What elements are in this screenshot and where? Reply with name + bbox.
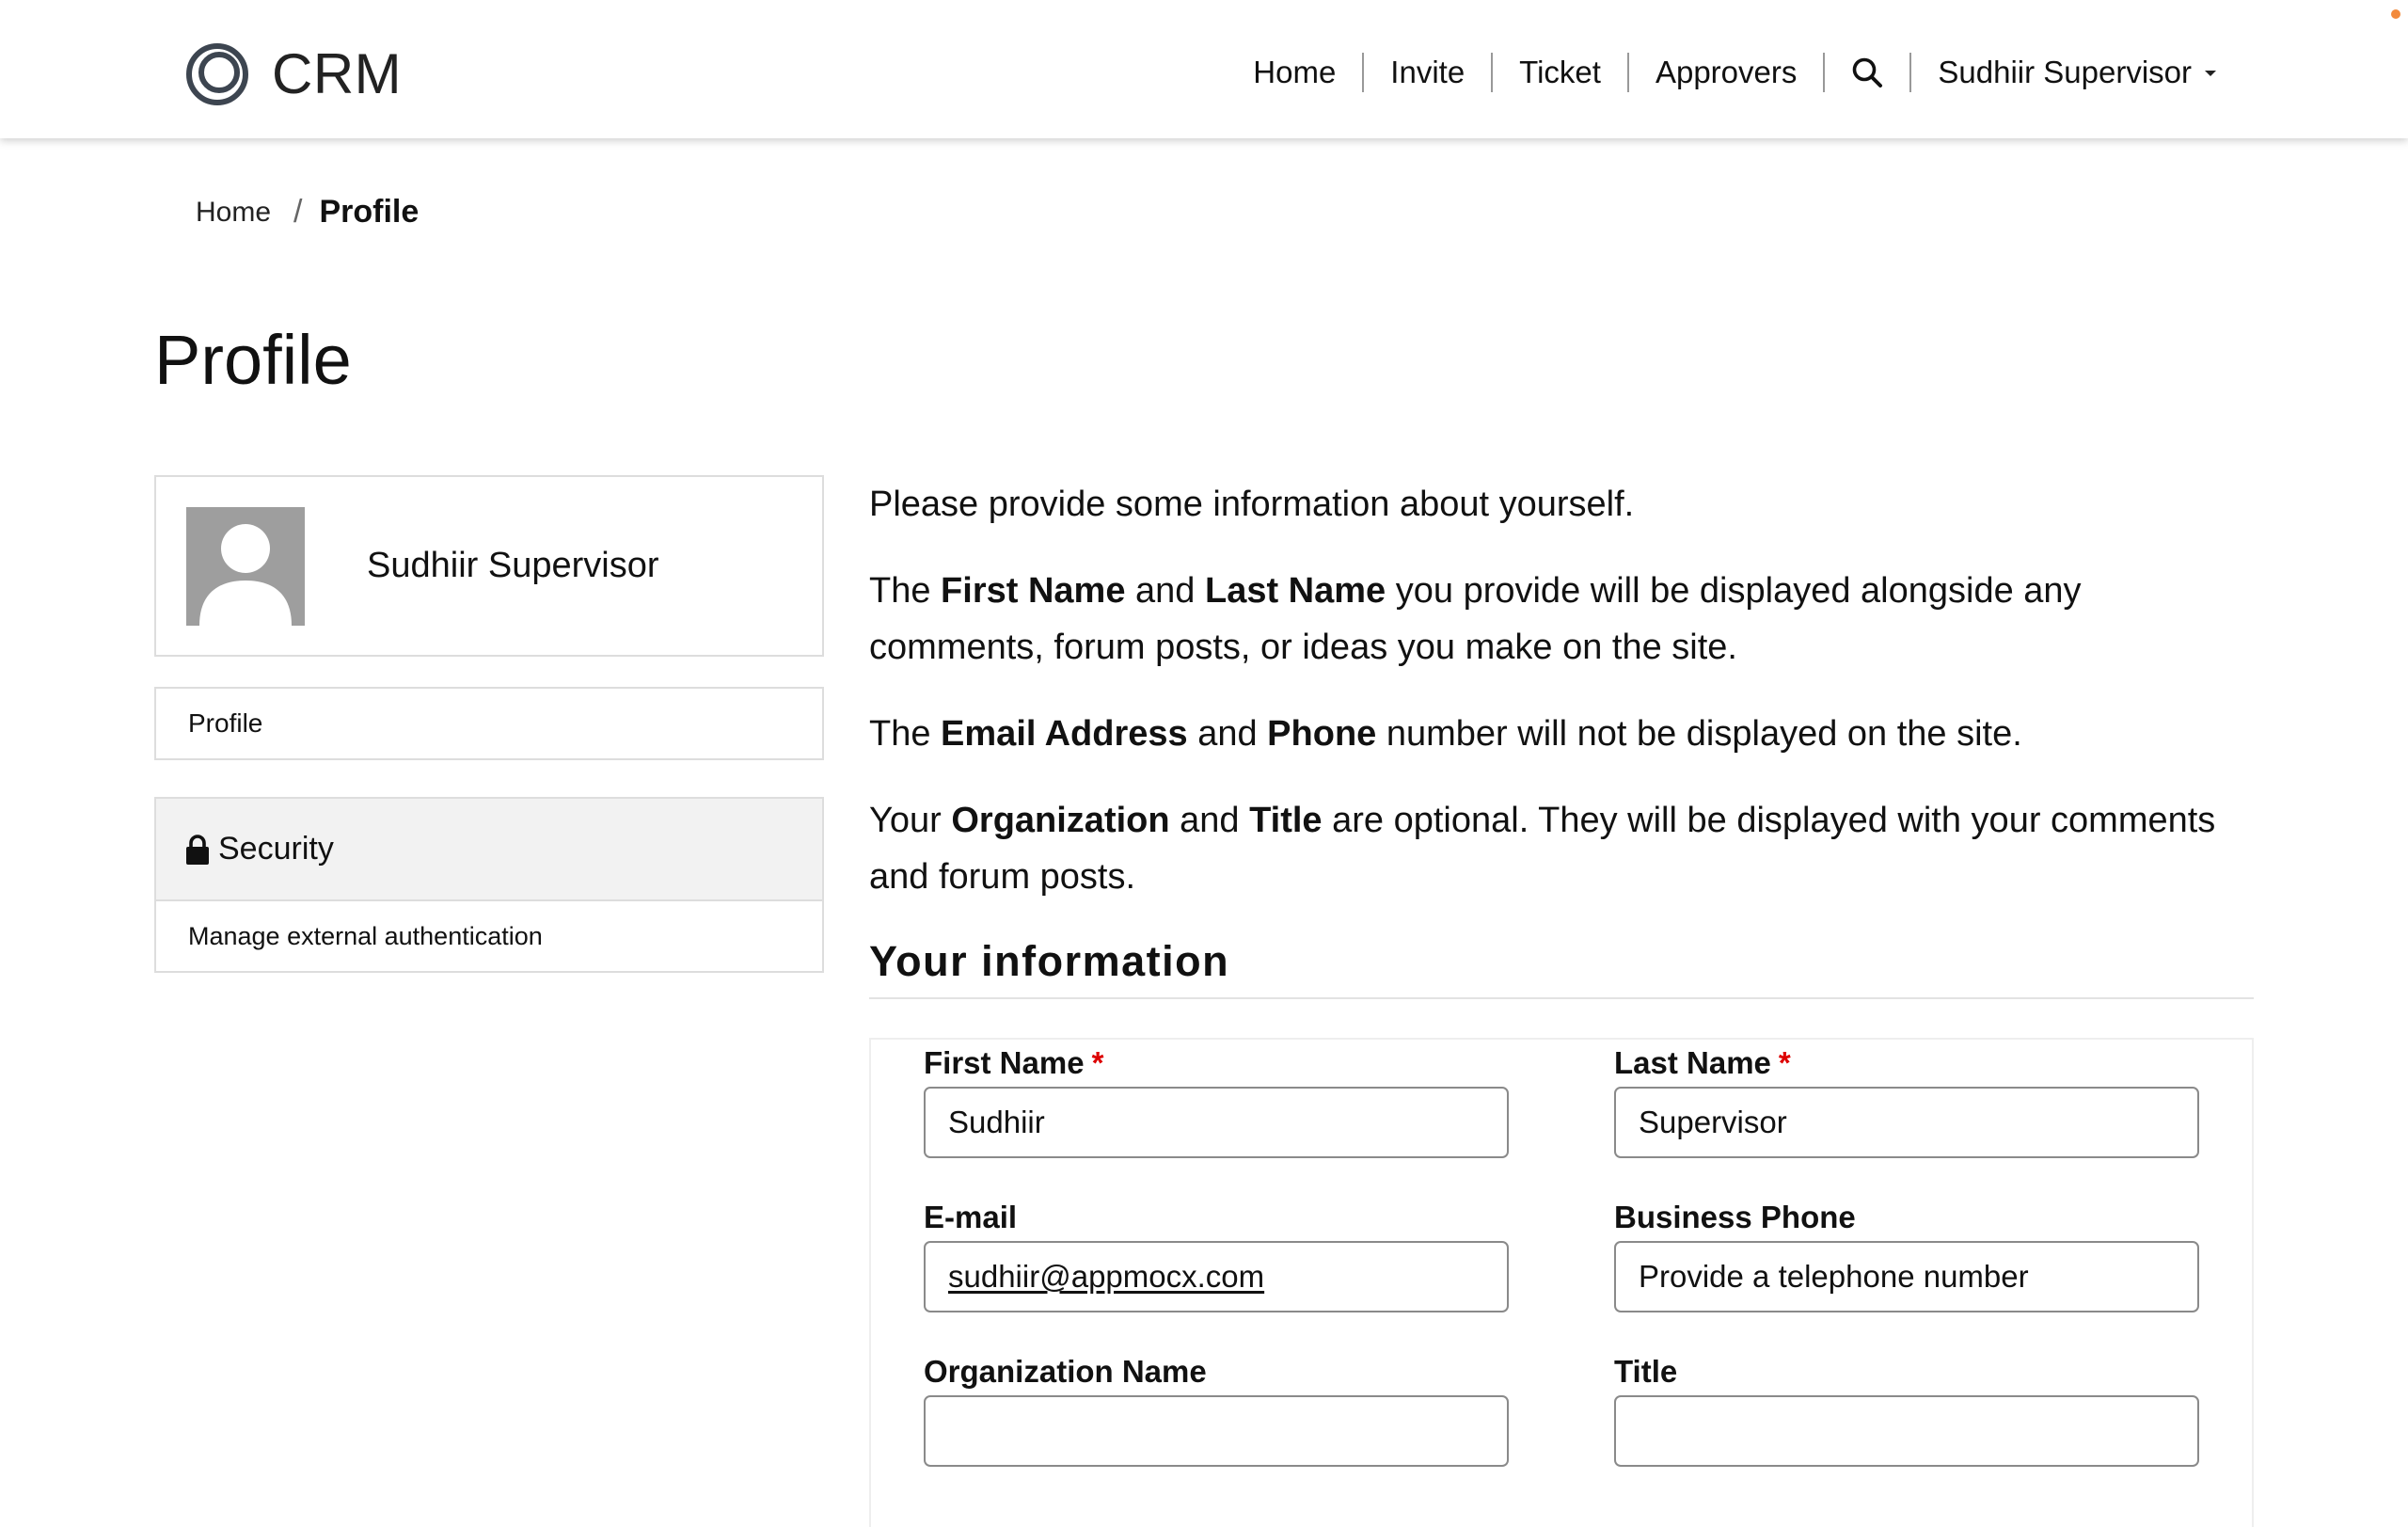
security-title: Security [218, 831, 334, 867]
last-name-label: Last Name * [1614, 1045, 1791, 1080]
manage-external-auth-link[interactable]: Manage external authentication [188, 921, 543, 950]
security-panel [154, 797, 824, 973]
breadcrumb-home[interactable]: Home [196, 196, 272, 228]
required-marker: * [1091, 1045, 1104, 1080]
nav-ticket[interactable]: Ticket [1519, 55, 1601, 89]
nav-home[interactable]: Home [1253, 55, 1337, 89]
intro-text [869, 476, 2261, 935]
intro-paragraph: The Email Address and Phone number will not be displayed on the site. [869, 714, 2022, 754]
last-name-input[interactable] [1614, 1087, 2199, 1158]
crm-logo-icon [185, 42, 249, 106]
required-marker: * [1778, 1045, 1791, 1080]
avatar [186, 507, 305, 626]
intro-paragraph: Please provide some information about yourself. [869, 485, 1635, 524]
breadcrumb [196, 194, 419, 231]
search-button[interactable] [1825, 52, 1909, 93]
chevron-down-icon [2205, 71, 2216, 76]
user-menu-label: Sudhiir Supervisor [1938, 55, 2192, 89]
first-name-input[interactable] [924, 1087, 1509, 1158]
brand-name: CRM [272, 42, 403, 105]
user-menu[interactable] [1911, 52, 2242, 93]
title-input[interactable] [1614, 1395, 2199, 1467]
email-label: E-mail [924, 1200, 1018, 1234]
breadcrumb-separator: / [293, 194, 303, 230]
top-navbar [0, 0, 2408, 138]
profile-user-name: Sudhiir Supervisor [367, 546, 659, 585]
profile-form [869, 1038, 2254, 1527]
sidebar-item-profile[interactable]: Profile [154, 687, 824, 760]
first-name-label: First Name * [924, 1045, 1104, 1080]
section-divider [869, 997, 2254, 999]
title-label: Title [1614, 1354, 1678, 1389]
breadcrumb-current: Profile [319, 194, 420, 230]
business-phone-input[interactable] [1614, 1241, 2199, 1312]
user-silhouette-icon [186, 507, 305, 626]
intro-paragraph: Your Organization and Title are optional. They will be displayed with your comments and forum posts. [869, 801, 2216, 897]
organization-name-input[interactable] [924, 1395, 1509, 1467]
nav-invite[interactable]: Invite [1390, 55, 1465, 89]
notification-dot [2391, 9, 2400, 19]
business-phone-label: Business Phone [1614, 1200, 1856, 1234]
main-nav [1227, 49, 2242, 96]
brand-link[interactable] [185, 41, 402, 106]
nav-approvers[interactable]: Approvers [1655, 55, 1798, 89]
section-title: Your information [869, 937, 1230, 985]
profile-card [154, 475, 824, 657]
search-icon [1851, 56, 1883, 88]
organization-name-label: Organization Name [924, 1354, 1207, 1389]
page-title: Profile [154, 321, 352, 399]
security-panel-header [156, 799, 822, 901]
intro-paragraph: The First Name and Last Name you provide will be displayed alongside any comments, forum posts, or ideas you make on the site. [869, 571, 2082, 667]
lock-icon [184, 834, 211, 866]
email-input[interactable] [924, 1241, 1509, 1312]
